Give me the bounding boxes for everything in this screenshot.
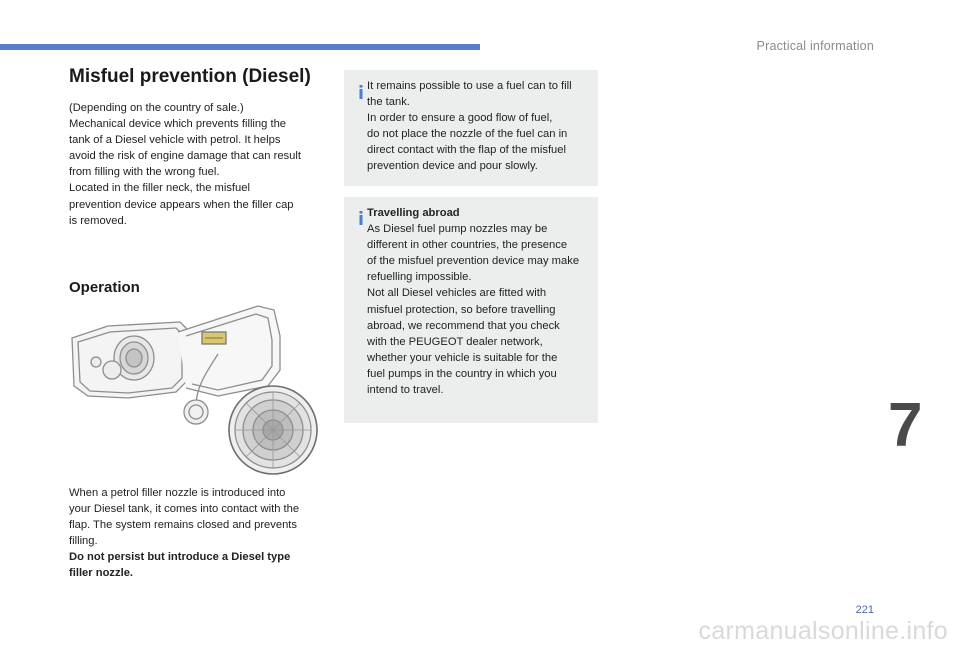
note-line: abroad, we recommend that you check [367,319,560,332]
note-line: direct contact with the flap of the misfuel [367,144,566,157]
note-heading: Travelling abroad [367,207,460,219]
body-bold-line: Do not persist but introduce a Diesel type [69,551,291,564]
note-line: do not place the nozzle of the fuel can in [367,128,568,141]
note-line: different in other countries, the presence [367,239,568,252]
note-line: whether your vehicle is suitable for the [367,351,558,364]
intro-line: from filling with the wrong fuel. [69,166,220,179]
operation-heading: Operation [69,279,140,296]
note-line: misfuel protection, so before travelling [367,303,556,316]
note-line: refuelling impossible. [367,271,472,284]
intro-line: (Depending on the country of sale.) [69,102,244,114]
body-line: your Diesel tank, it comes into contact with the [69,503,300,516]
note-line: with the PEUGEOT dealer network, [367,335,543,348]
intro-line: Located in the filler neck, the misfuel [69,182,250,195]
note-line: As Diesel fuel pump nozzles may be [367,223,548,236]
info-icon [354,85,368,99]
note-line: intend to travel. [367,384,444,397]
intro-line: is removed. [69,214,127,227]
intro-line: prevention device appears when the filler cap [69,198,294,211]
intro-line: avoid the risk of engine damage that can result [69,150,301,163]
note-line: It remains possible to use a fuel can to fill [367,80,572,92]
note-line: In order to ensure a good flow of fuel, [367,112,553,125]
note-line: prevention device and pour slowly. [367,160,538,173]
body-line: flap. The system remains closed and prevents [69,519,298,532]
page-title: Misfuel prevention (Diesel) [69,66,311,87]
fuel-filler-flap-illustration [68,300,328,476]
intro-line: Mechanical device which prevents filling the [69,118,287,131]
note-line: the tank. [367,96,410,109]
body-line: filling. [69,535,98,548]
page-number: 221 [855,604,874,616]
body-bold-line: filler nozzle. [69,567,134,580]
note-line: fuel pumps in the country in which you [367,367,557,380]
note-line: of the misfuel prevention device may make [367,255,580,268]
info-icon [354,211,368,225]
header-accent-bar [0,44,480,50]
section-title: Practical information [756,39,874,53]
body-line: When a petrol filler nozzle is introduced into [69,487,286,499]
note-line: Not all Diesel vehicles are fitted with [367,287,547,300]
watermark-text: carmanualsonline.info [698,617,948,645]
chapter-tab-number: 7 [888,391,923,460]
intro-paragraph [69,100,331,229]
intro-line: tank of a Diesel vehicle with petrol. It helps [69,134,281,147]
info-note-travelling-abroad [344,197,598,423]
info-note-fuel-can [344,70,598,186]
operation-paragraph [69,485,331,582]
